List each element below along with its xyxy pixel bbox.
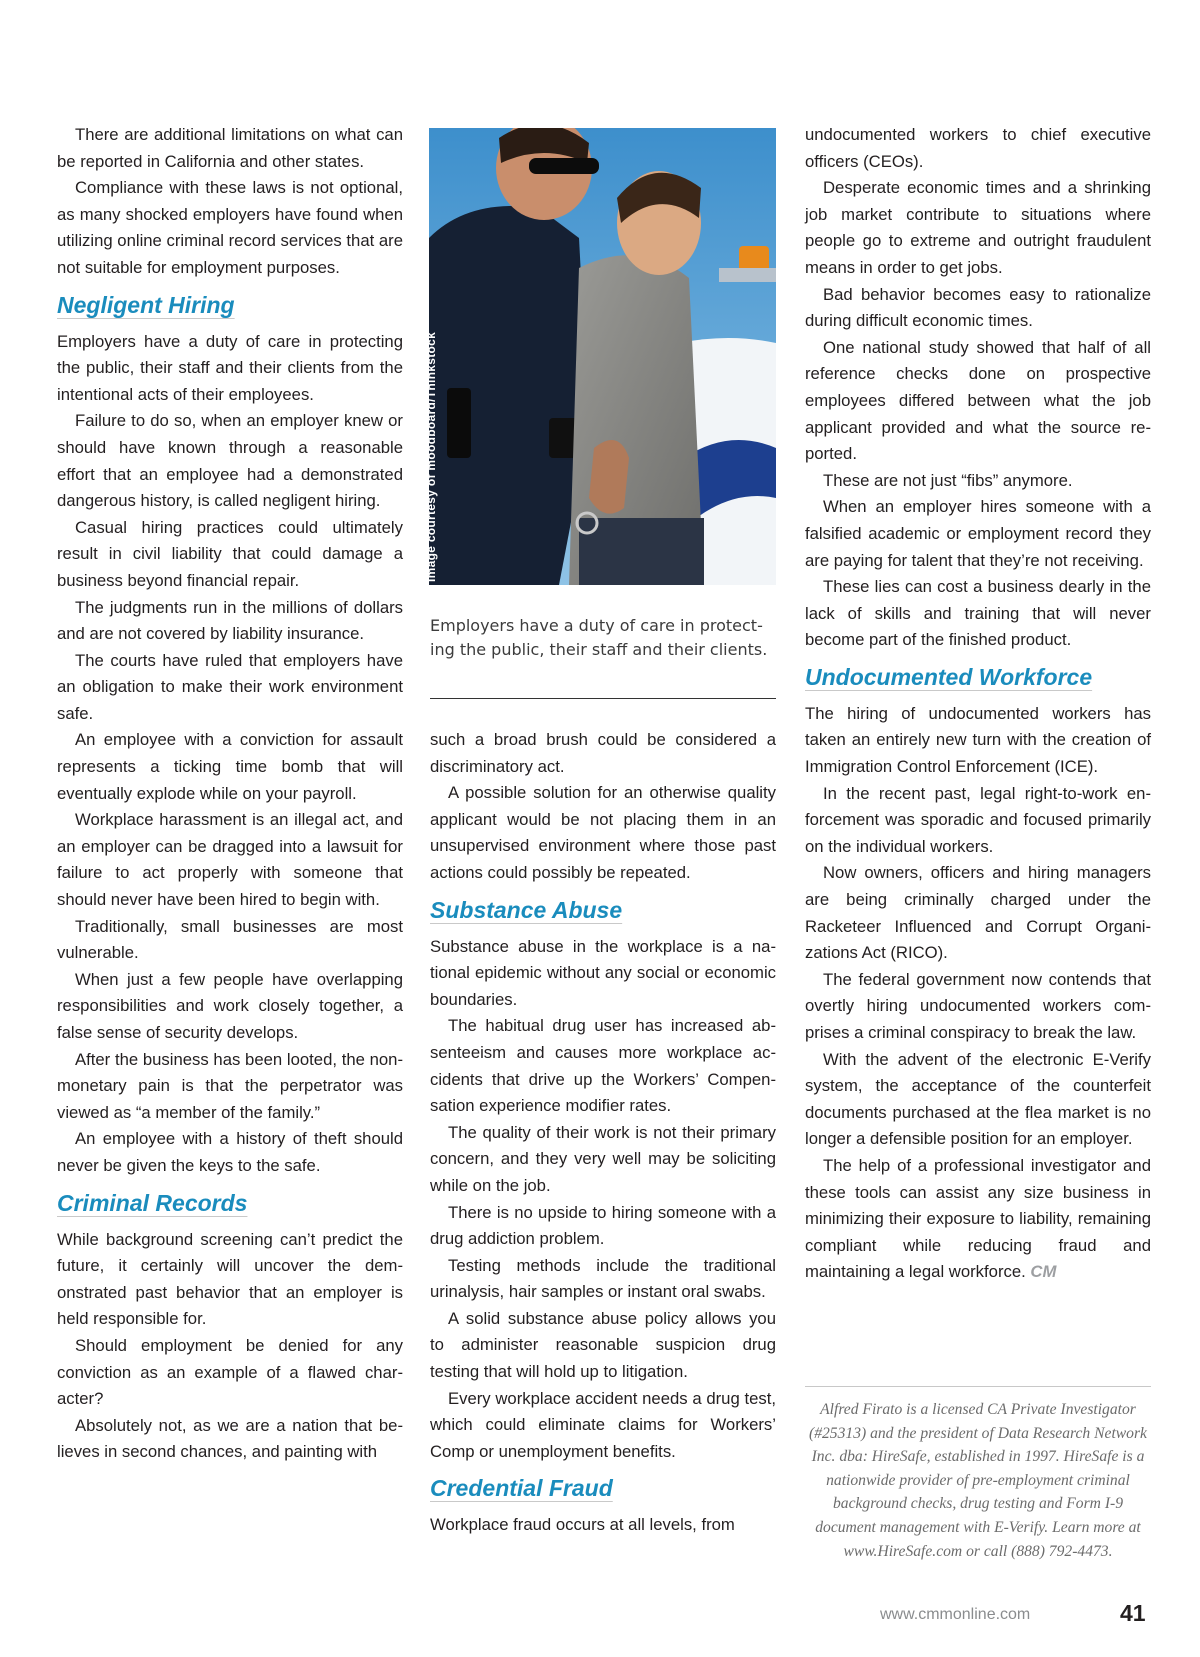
- body-paragraph: A solid substance abuse policy allows you to administer reasonable suspicion drug testing that will hold up to litigation.: [430, 1308, 776, 1382]
- section-heading-undocumented-workforce: Undocumented Workforce: [805, 663, 1093, 690]
- body-paragraph: Should employment be denied for any conviction as an example of a flawed character?: [57, 1335, 403, 1409]
- body-paragraph: There is no upside to hiring someone with a drug addiction problem.: [430, 1202, 776, 1249]
- body-paragraph: One national study showed that half of all reference checks done on prospective employees differed between what the job applicant provided and what the source reported.: [805, 337, 1151, 464]
- bio-divider: [805, 1386, 1151, 1387]
- body-paragraph: An employee with a history of theft should never be given the keys to the safe.: [57, 1129, 403, 1175]
- body-paragraph: These are not just “fibs” anymore.: [823, 470, 1073, 490]
- body-paragraph: The quality of their work is not their primary concern, and they very well may be soliciting while on the job.: [430, 1122, 776, 1195]
- body-paragraph: There are additional limitations on what can be reported in California and other states.: [57, 125, 403, 171]
- body-paragraph: These lies can cost a business dearly in the lack of skills and training that will never become part of the finished product.: [805, 577, 1151, 650]
- body-paragraph: The habitual drug user has increased absenteeism and causes more workplace accidents that drive up the Workers’ Compensation experience modifier rates.: [430, 1016, 776, 1116]
- section-heading-criminal-records: Criminal Records: [57, 1189, 248, 1216]
- right-column: [805, 122, 1151, 1286]
- author-bio: Alfred Firato is a licensed CA Private Investigator (#25313) and the president of Data Research Network Inc. dba: HireSafe, established in 1997. HireSafe is a nationwide provider of pre-employment criminal background checks, drug testing and Form I-9 document management with E-Verify. Learn more at www.HireSafe.com or call (888) 792-4473.: [809, 1401, 1147, 1560]
- body-paragraph: When just a few people have overlapping responsibilities and work closely together, a false sense of security develops.: [57, 969, 403, 1042]
- photo-illustration: [429, 128, 776, 585]
- body-paragraph: Bad behavior becomes easy to rationalize during difficult economic times.: [805, 284, 1151, 331]
- arrest-photo: [429, 128, 776, 585]
- photo-caption: Employers have a duty of care in protecting the public, their staff and their clients.: [430, 616, 768, 659]
- body-paragraph: Desperate economic times and a shrinking job market contribute to situations where people go to extreme and outright fraudulent means in order to get jobs.: [805, 178, 1151, 277]
- body-paragraph: The hiring of undocumented workers has taken an entirely new turn with the creation of Immigration Control Enforcement (ICE).: [805, 703, 1151, 777]
- body-paragraph: such a broad brush could be considered a discriminatory act.: [430, 730, 776, 776]
- body-paragraph: Testing methods include the traditional urinalysis, hair samples or instant oral swabs.: [430, 1255, 776, 1302]
- body-paragraph: When an employer hires someone with a falsified academic or employment record they are paying for talent that they’re not receiving.: [805, 497, 1151, 570]
- body-paragraph: Employers have a duty of care in protecting the public, their staff and their clients from the intentional acts of their employees.: [57, 331, 403, 404]
- body-paragraph: A possible solution for an otherwise quality applicant would be not placing them in an unsupervised environment where those past actions could possibly be repeated.: [430, 783, 776, 882]
- body-paragraph: After the business has been looted, the non-monetary pain is that the perpetrator was viewed as “a member of the family.”: [57, 1049, 403, 1122]
- body-paragraph: In the recent past, legal right-to-work enforcement was sporadic and focused primarily on the individual workers.: [805, 783, 1151, 856]
- body-paragraph: Workplace fraud occurs at all levels, from: [430, 1515, 735, 1535]
- body-paragraph: Every workplace accident needs a drug test, which could eliminate claims for Workers’ Comp or unemployment benefits.: [430, 1388, 776, 1461]
- body-paragraph: The federal government now contends that overtly hiring undocumented workers comprises a criminal conspiracy to break the law.: [805, 969, 1151, 1042]
- body-paragraph: Failure to do so, when an employer knew or should have known through a reasonable effort that an employee had a demonstrated dangerous history, is called negligent hiring.: [57, 411, 403, 511]
- body-paragraph: The judgments run in the millions of dollars and are not covered by liability insurance.: [57, 597, 403, 644]
- body-paragraph: While background screening can’t predict the future, it certainly will uncover the demonstrated past behavior that an employer is held responsible for.: [57, 1229, 403, 1329]
- body-paragraph: Traditionally, small businesses are most vulnerable.: [57, 916, 403, 963]
- body-paragraph: Substance abuse in the workplace is a national epidemic without any social or economic boundaries.: [430, 936, 776, 1009]
- body-paragraph: [805, 1153, 1151, 1286]
- body-paragraph: Compliance with these laws is not optional, as many shocked employers have found when utilizing online criminal record services that are not suitable for employment purposes.: [57, 178, 403, 277]
- page-number: 41: [1120, 1600, 1146, 1626]
- middle-column: [430, 727, 776, 1539]
- section-heading-negligent-hiring: Negligent Hiring: [57, 291, 235, 318]
- body-paragraph: With the advent of the electronic E-Verify system, the acceptance of the counterfeit documents purchased at the flea market is no longer a defensible position for an employer.: [805, 1049, 1151, 1149]
- section-heading-credential-fraud: Credential Fraud: [430, 1475, 613, 1502]
- body-paragraph: The courts have ruled that employers have an obligation to make their work environment safe.: [57, 650, 403, 723]
- body-paragraph: Now owners, officers and hiring managers are being criminally charged under the Racketeer Influenced and Corrupt Organizations Act (RICO).: [805, 863, 1151, 963]
- end-mark: CM: [1030, 1262, 1057, 1282]
- final-paragraph-text: The help of a professional investigator and these tools can assist any size business in minimizing their exposure to liability, remaining compliant while reducing fraud and maintaining a legal workforce.: [805, 1155, 1151, 1282]
- body-paragraph: An employee with a conviction for assault represents a ticking time bomb that will eventually explode while on your payroll.: [57, 730, 403, 803]
- body-paragraph: Absolutely not, as we are a nation that believes in second chances, and painting with: [57, 1415, 403, 1462]
- body-paragraph: undocumented workers to chief executive officers (CEOs).: [805, 125, 1151, 171]
- body-paragraph: Casual hiring practices could ultimately result in civil liability that could damage a business beyond financial repair.: [57, 517, 403, 590]
- section-heading-substance-abuse: Substance Abuse: [430, 896, 623, 923]
- footer-url: www.cmmonline.com: [880, 1606, 1031, 1623]
- left-column: [57, 122, 403, 1466]
- photo-credit: Image courtesy of moodboard/Thinkstock: [424, 331, 438, 582]
- caption-divider: [430, 698, 776, 699]
- body-paragraph: Workplace harassment is an illegal act, and an employer can be dragged into a lawsuit for failure to act properly with someone that should never have been hired to begin with.: [57, 810, 403, 910]
